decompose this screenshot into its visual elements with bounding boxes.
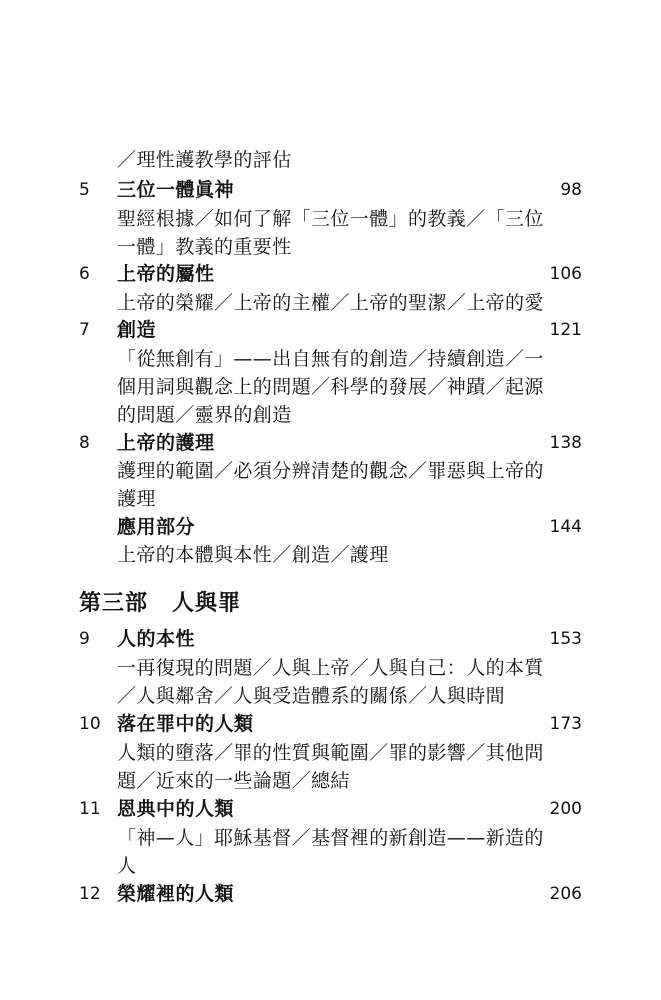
chapter-9-title[interactable]: 人的本性 <box>117 628 196 650</box>
application-section-title[interactable]: 應用部分 <box>117 516 196 538</box>
chapter-5-description-line-1: 聖經根據／如何了解「三位一體」的教義／「三位 <box>117 208 544 230</box>
chapter-7-page: 121 <box>549 320 582 340</box>
application-section-description-line-1: 上帝的本體與本性／創造／護理 <box>117 544 389 566</box>
part-3-title: 人與罪 <box>172 591 242 616</box>
chapter-6-page: 106 <box>549 264 582 284</box>
chapter-11-description-line-2: 人 <box>117 855 137 877</box>
chapter-11-title[interactable]: 恩典中的人類 <box>117 798 235 820</box>
chapter-8-page: 138 <box>549 433 582 453</box>
chapter-12-title[interactable]: 榮耀裡的人類 <box>117 883 235 905</box>
application-section-page: 144 <box>549 517 582 537</box>
chapter-11-number: 11 <box>79 799 101 819</box>
chapter-5-title[interactable]: 三位一體眞神 <box>117 179 235 201</box>
chapter-11-description-line-1: 「神—人」耶穌基督／基督裡的新創造——新造的 <box>117 827 544 849</box>
chapter-5-description-line-2: 一體」教義的重要性 <box>117 236 292 258</box>
chapter-12-number: 12 <box>79 884 101 904</box>
chapter-7-number: 7 <box>79 320 90 340</box>
chapter-4-description-line-1: ／理性護教學的評估 <box>117 149 292 171</box>
chapter-9-number: 9 <box>79 629 90 649</box>
chapter-10-page: 173 <box>549 714 582 734</box>
chapter-10-description-line-2: 題／近來的一些論題／總結 <box>117 770 350 792</box>
chapter-9-description-line-2: ／人與鄰舍／人與受造體系的關係／人與時間 <box>117 685 506 707</box>
chapter-9-page: 153 <box>549 629 582 649</box>
part-3-heading <box>79 588 241 620</box>
chapter-6-title[interactable]: 上帝的屬性 <box>117 263 215 285</box>
chapter-10-title[interactable]: 落在罪中的人類 <box>117 713 254 735</box>
chapter-5-page: 98 <box>560 180 582 200</box>
chapter-8-title[interactable]: 上帝的護理 <box>117 432 215 454</box>
chapter-6-number: 6 <box>79 264 90 284</box>
part-3-label: 第三部 <box>79 591 149 616</box>
chapter-12-page: 206 <box>549 884 582 904</box>
chapter-8-description-line-2: 護理 <box>117 488 156 510</box>
chapter-9-description-line-1: 一再復現的問題／人與上帝／人與自己：人的本質 <box>117 657 544 679</box>
chapter-7-title[interactable]: 創造 <box>117 319 157 341</box>
chapter-11-page: 200 <box>549 799 582 819</box>
chapter-5-number: 5 <box>79 180 90 200</box>
chapter-7-description-line-3: 的問題／靈界的創造 <box>117 404 292 426</box>
chapter-7-description-line-1: 「從無創有」——出自無有的創造／持續創造／一 <box>117 348 544 370</box>
chapter-10-description-line-1: 人類的墮落／罪的性質與範圍／罪的影響／其他問 <box>117 742 544 764</box>
chapter-10-number: 10 <box>79 714 101 734</box>
chapter-8-number: 8 <box>79 433 90 453</box>
chapter-7-description-line-2: 個用詞與觀念上的問題／科學的發展／神蹟／起源 <box>117 376 544 398</box>
chapter-8-description-line-1: 護理的範圍／必須分辨清楚的觀念／罪惡與上帝的 <box>117 460 544 482</box>
chapter-6-description-line-1: 上帝的榮耀／上帝的主權／上帝的聖潔／上帝的愛 <box>117 292 544 314</box>
